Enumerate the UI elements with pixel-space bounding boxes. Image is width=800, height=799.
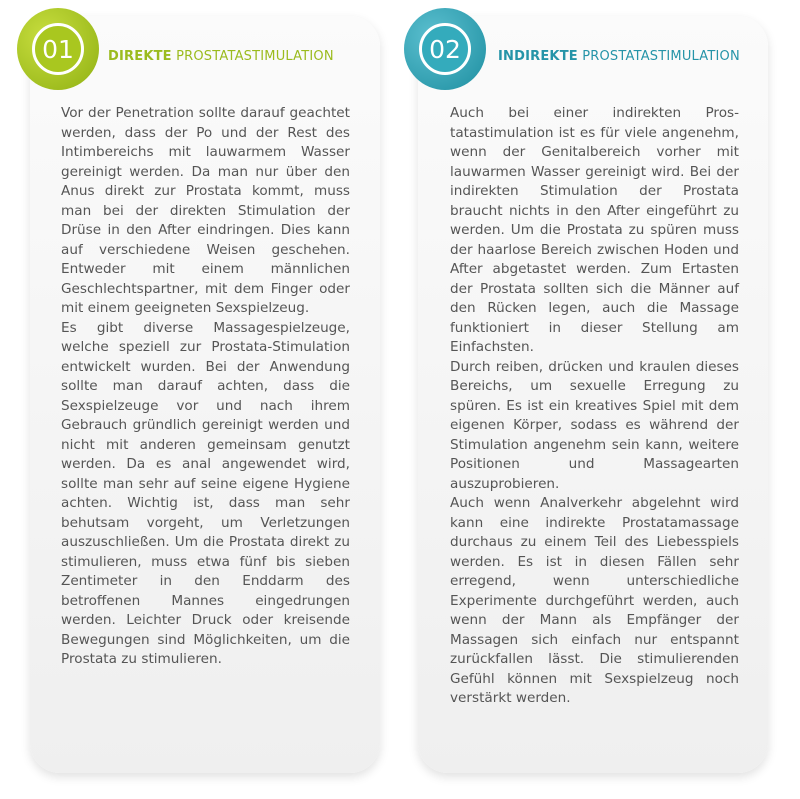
indirect-stimulation-heading xyxy=(498,49,740,64)
paragraph: Vor der Penetration sollte darauf geachtet werden, dass der Po und der Rest des Intimbereichs mit lauwarmem Wasser gereinigt werden. Da man nur über den Anus direkt zur Prostata kommt, muss man bei der direkten Stimulation der Drüse in den After eindringen. Dies kann auf verschiedene Weisen geschehen. Entweder mit einem männlichen Geschlechtspartner, mit dem Finger oder mit einem geeigneten Sexspielzeug. xyxy=(61,105,350,316)
heading-rest: PROSTATASTIMULATION xyxy=(171,49,334,64)
paragraph: Es gibt diverse Massagespielzeuge, welche speziell zur Prostata-Stimulation entwickelt wurden. Bei der Anwendung sollte man darauf achten, dass die Sexspielzeuge vor und nach ihrem Gebrauch gründlich gereinigt werden und nicht mit anderen gemeinsam genutzt werden. Da es anal angewendet wird, sollte man sehr auf seine eigene Hygiene achten. Wichtig ist, dass man sehr behutsam vorgeht, um Verletzungen auszuschließen. Um die Prostata direkt zu stimulieren, muss etwa fünf bis sieben Zentimeter in den Enddarm des betroffenen Mannes eingedrungen werden. Leichter Druck oder kreisende Bewegungen sind Möglichkeiten, um die Prostata zu stimulieren. xyxy=(61,319,350,667)
paragraph: Auch wenn Analverkehr abgelehnt wird kann eine indirekte Prostatamassage durchaus zu einem Teil des Liebesspiels werden. Es ist in diesen Fällen sehr erregend, wenn unterschiedliche Experimente durchgeführt werden, auch wenn der Mann als Empfänger der Massagen sich einfach nur entspannt zurückfallen lässt. Die stimulierenden Gefühl können mit Sexspielzeug noch verstärkt werden. xyxy=(450,495,739,706)
heading-rest: PROSTATASTIMULATION xyxy=(577,49,740,64)
heading-bold: INDIREKTE xyxy=(498,49,578,64)
indirect-stimulation-body xyxy=(450,104,739,709)
badge-number: 01 xyxy=(32,23,84,75)
direct-stimulation-heading xyxy=(108,49,334,64)
badge-number: 02 xyxy=(419,23,471,75)
number-badge-01 xyxy=(17,8,99,90)
direct-stimulation-body xyxy=(61,104,350,670)
paragraph: Auch bei einer indirekten Prostatastimulation ist es für viele angenehm, wenn der Genitalbereich vorher mit lauwarmen Wasser gereinigt wird. Bei der indirekten Stimulation der Prostata braucht nichts in den After eingeführt zu werden. Um die Prostata zu spüren muss der haarlose Bereich zwischen Hoden und After abgetastet werden. Zum Ertasten der Prostata sollten sich die Männer auf den Rücken legen, auch die Massage funktioniert in dieser Stellung am Einfachsten. xyxy=(450,105,739,355)
paragraph: Durch reiben, drücken und kraulen dieses Bereichs, um sexuelle Erregung zu spüren. Es ist ein kreatives Spiel mit dem eigenen Körper, sodass es während der Stimulation angenehm sein kann, weitere Positionen und Massagearten auszuprobieren. xyxy=(450,358,739,492)
heading-bold: DIREKTE xyxy=(108,49,172,64)
number-badge-02 xyxy=(404,8,486,90)
